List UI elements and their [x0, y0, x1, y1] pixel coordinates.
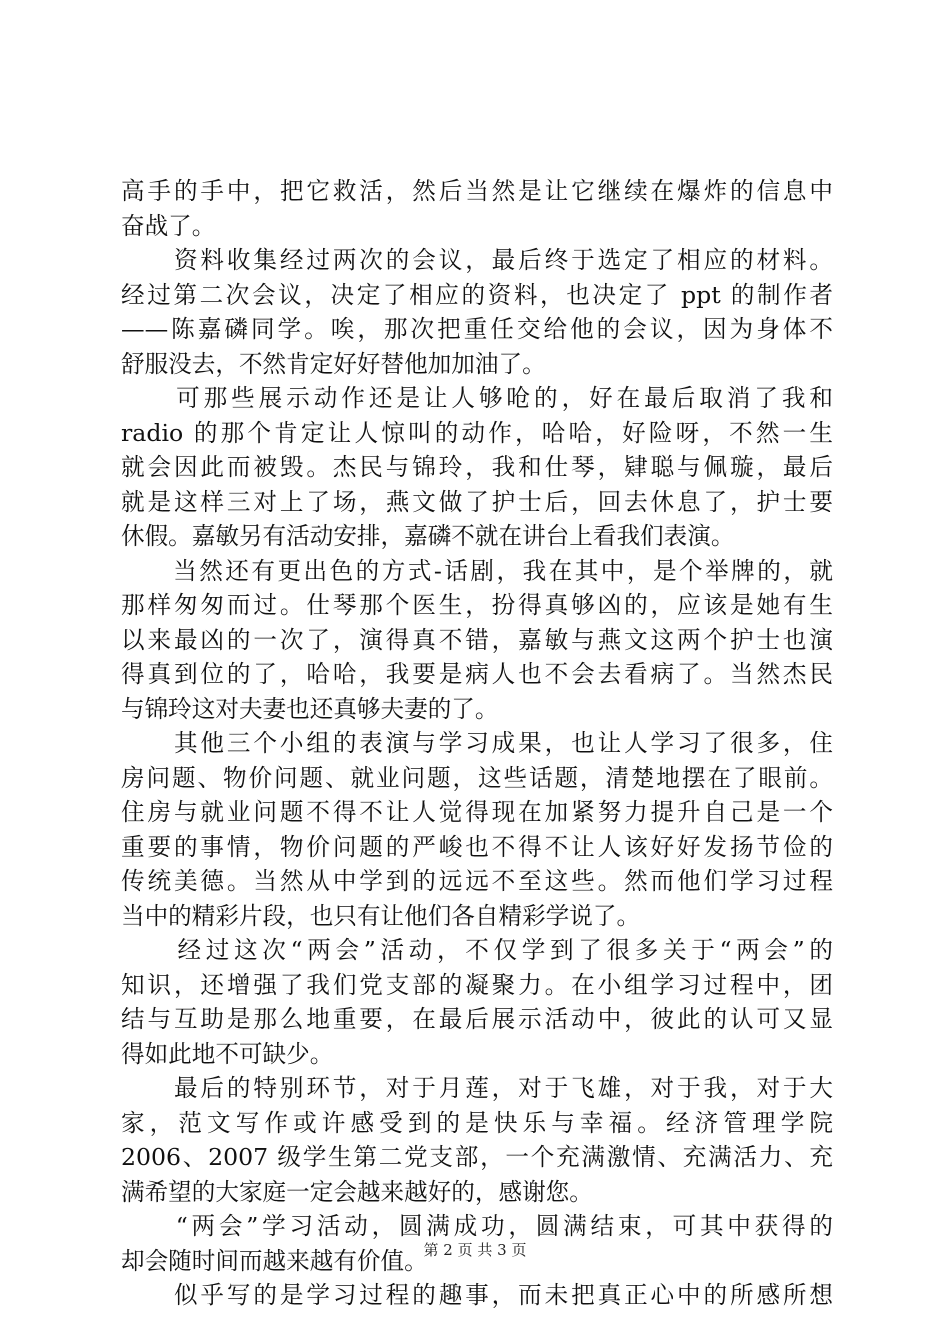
text-line: 2006、2007 级学生第二党支部，一个充满激情、充满活力、充	[121, 1143, 833, 1171]
text-line: 奋战了。	[121, 211, 216, 240]
text-line: 家，范文写作或许感受到的是快乐与幸福。经济管理学院	[121, 1108, 833, 1137]
text-line: 重要的事情，物价问题的严峻也不得不让人该好好发扬节俭的	[121, 832, 833, 861]
text-line: 传统美德。当然从中学到的远远不至这些。然而他们学习过程	[121, 867, 833, 895]
text-line: 与锦玲这对夫妻也还真够夫妻的了。	[121, 694, 499, 723]
text-line: 可那些展示动作还是让人够呛的，好在最后取消了我和	[121, 384, 833, 412]
page-number-footer: 第 2 页 共 3 页	[423, 1241, 527, 1259]
text-line: 却会随时间而越来越有价值。	[121, 1246, 428, 1275]
text-line: 高手的手中，把它救活，然后当然是让它继续在爆炸的信息中	[121, 177, 833, 205]
text-line: 就会因此而被毁。杰民与锦玲，我和仕琴，肄聪与佩璇，最后	[121, 453, 833, 481]
text-line: ——陈嘉磷同学。唉，那次把重任交给他的会议，因为身体不	[121, 315, 833, 343]
text-line: 房问题、物价问题、就业问题，这些话题，清楚地摆在了眼前。	[121, 763, 833, 792]
text-line: 舒服没去，不然肯定好好替他加加油了。	[121, 349, 546, 378]
text-line: 当中的精彩片段，也只有让他们各自精彩学说了。	[121, 901, 641, 930]
document-body	[121, 174, 833, 1313]
text-line: 其他三个小组的表演与学习成果，也让人学习了很多，住	[121, 729, 833, 757]
text-line: “两会”学习活动，圆满成功，圆满结束，可其中获得的	[121, 1212, 833, 1240]
text-line: 似乎写的是学习过程的趣事，而未把真正心中的所感所想	[121, 1281, 833, 1309]
text-line: 最后的特别环节，对于月莲，对于飞雄，对于我，对于大	[121, 1074, 833, 1102]
text-line: 资料收集经过两次的会议，最后终于选定了相应的材料。	[121, 246, 833, 274]
text-line: 得真到位的了，哈哈，我要是病人也不会去看病了。当然杰民	[121, 660, 833, 688]
text-line: 结与互助是那么地重要，在最后展示活动中，彼此的认可又显	[121, 1005, 833, 1033]
text-line: 经过第二次会议，决定了相应的资料，也决定了 ppt 的制作者	[121, 280, 833, 309]
text-line: 以来最凶的一次了，演得真不错，嘉敏与燕文这两个护士也演	[121, 625, 833, 654]
text-line: 得如此地不可缺少。	[121, 1039, 334, 1068]
text-line: 知识，还增强了我们党支部的凝聚力。在小组学习过程中，团	[121, 970, 833, 999]
text-line: 当然还有更出色的方式-话剧，我在其中，是个举牌的，就	[121, 556, 833, 585]
text-line: radio 的那个肯定让人惊叫的动作，哈哈，好险呀，不然一生	[121, 418, 833, 447]
text-line: 经过这次“两会”活动，不仅学到了很多关于“两会”的	[121, 936, 833, 964]
text-line: 休假。嘉敏另有活动安排，嘉磷不就在讲台上看我们表演。	[121, 522, 735, 550]
text-line: 那样匆匆而过。仕琴那个医生，扮得真够凶的，应该是她有生	[121, 591, 833, 619]
text-line: 满希望的大家庭一定会越来越好的，感谢您。	[121, 1177, 593, 1206]
text-line: 就是这样三对上了场，燕文做了护士后，回去休息了，护士要	[121, 487, 833, 516]
text-line: 住房与就业问题不得不让人觉得现在加紧努力提升自己是一个	[121, 798, 833, 826]
